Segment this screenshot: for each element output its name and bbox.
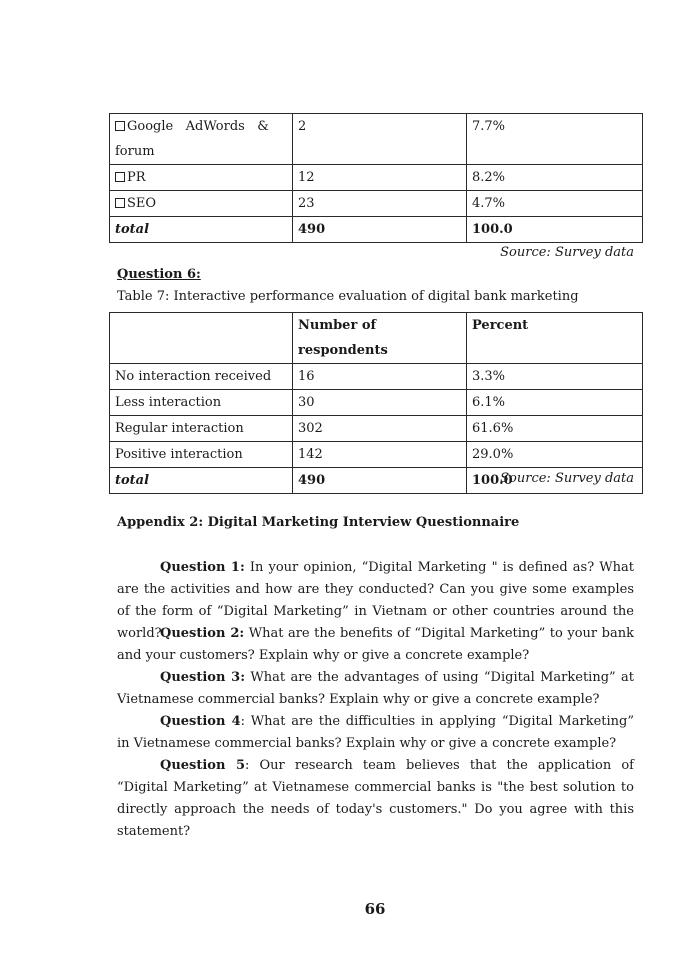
header-cell <box>110 313 293 364</box>
question-6-heading: Question 6: <box>117 267 201 282</box>
checkbox-icon <box>115 121 125 131</box>
row-percent: 7.7% <box>467 114 643 165</box>
question-label: Question 4 <box>160 714 241 729</box>
row-number: 142 <box>293 442 467 468</box>
row-number: 12 <box>293 165 467 191</box>
row-percent: 100.0 <box>467 217 643 243</box>
channel-table <box>109 113 643 243</box>
table-row <box>110 390 643 416</box>
row-percent: 3.3% <box>467 364 643 390</box>
question-label: Question 1: <box>160 560 245 575</box>
row-number: 302 <box>293 416 467 442</box>
question-paragraph <box>117 711 634 755</box>
question-text: : What are the difficulties in applying “Digital Marketing” in Vietnamese commercial banks? Explain why or give a concrete example? <box>117 714 634 751</box>
table-row <box>110 217 643 243</box>
row-label: PR <box>127 170 146 185</box>
row-label: Less interaction <box>110 390 293 416</box>
appendix-title: Appendix 2: Digital Marketing Interview Questionnaire <box>117 515 520 530</box>
interaction-table <box>109 312 643 494</box>
row-number: 30 <box>293 390 467 416</box>
table-row <box>110 416 643 442</box>
checkbox-icon <box>115 172 125 182</box>
row-label: total <box>110 217 293 243</box>
header-cell: Percent <box>467 313 643 364</box>
table-row <box>110 191 643 217</box>
question-paragraph <box>117 667 634 711</box>
table-row <box>110 364 643 390</box>
header-cell: Number of respondents <box>293 313 467 364</box>
question-text: What are the advantages of using “Digital Marketing” at Vietnamese commercial banks? Explain why or give a concrete example? <box>117 670 634 707</box>
row-label: Regular interaction <box>110 416 293 442</box>
row-number: 16 <box>293 364 467 390</box>
table-row <box>110 165 643 191</box>
row-label: SEO <box>127 196 157 211</box>
question-label: Question 5 <box>160 758 245 773</box>
question-paragraph <box>117 623 634 667</box>
row-number: 2 <box>293 114 467 165</box>
table-header-row <box>110 313 643 364</box>
row-number: 23 <box>293 191 467 217</box>
question-label: Question 3: <box>160 670 246 685</box>
row-percent: 8.2% <box>467 165 643 191</box>
question-text: : Our research team believes that the application of “Digital Marketing” at Vietnamese commercial banks is "the best solution to directly approach the needs of today's customers." Do you agree with this statement? <box>117 758 634 839</box>
question-paragraph <box>117 755 634 843</box>
row-percent: 6.1% <box>467 390 643 416</box>
row-percent: 29.0% <box>467 442 643 468</box>
row-percent: 61.6% <box>467 416 643 442</box>
table-row <box>110 442 643 468</box>
row-number: 490 <box>293 468 467 494</box>
page-number: 66 <box>364 900 386 918</box>
row-label: total <box>110 468 293 494</box>
question-text: What are the benefits of “Digital Marketing” to your bank and your customers? Explain why or give a concrete example? <box>117 626 634 663</box>
row-percent: 100.0 <box>467 468 643 494</box>
source-note: Source: Survey data <box>500 245 634 260</box>
row-label: Google AdWords & forum <box>115 119 282 159</box>
row-percent: 4.7% <box>467 191 643 217</box>
row-number: 490 <box>293 217 467 243</box>
source-note: Source: Survey data <box>500 471 634 486</box>
row-label: No interaction received <box>110 364 293 390</box>
row-label: Positive interaction <box>110 442 293 468</box>
question-text: In your opinion, “Digital Marketing " is defined as? What are the activities and how are they conducted? Can you give some examples of the form of “Digital Marketing” in Vietnam or other countries around the world? <box>117 560 634 641</box>
table-row <box>110 114 643 165</box>
checkbox-icon <box>115 198 125 208</box>
question-label: Question 2: <box>160 626 245 641</box>
table-caption: Table 7: Interactive performance evaluation of digital bank marketing <box>117 289 579 304</box>
